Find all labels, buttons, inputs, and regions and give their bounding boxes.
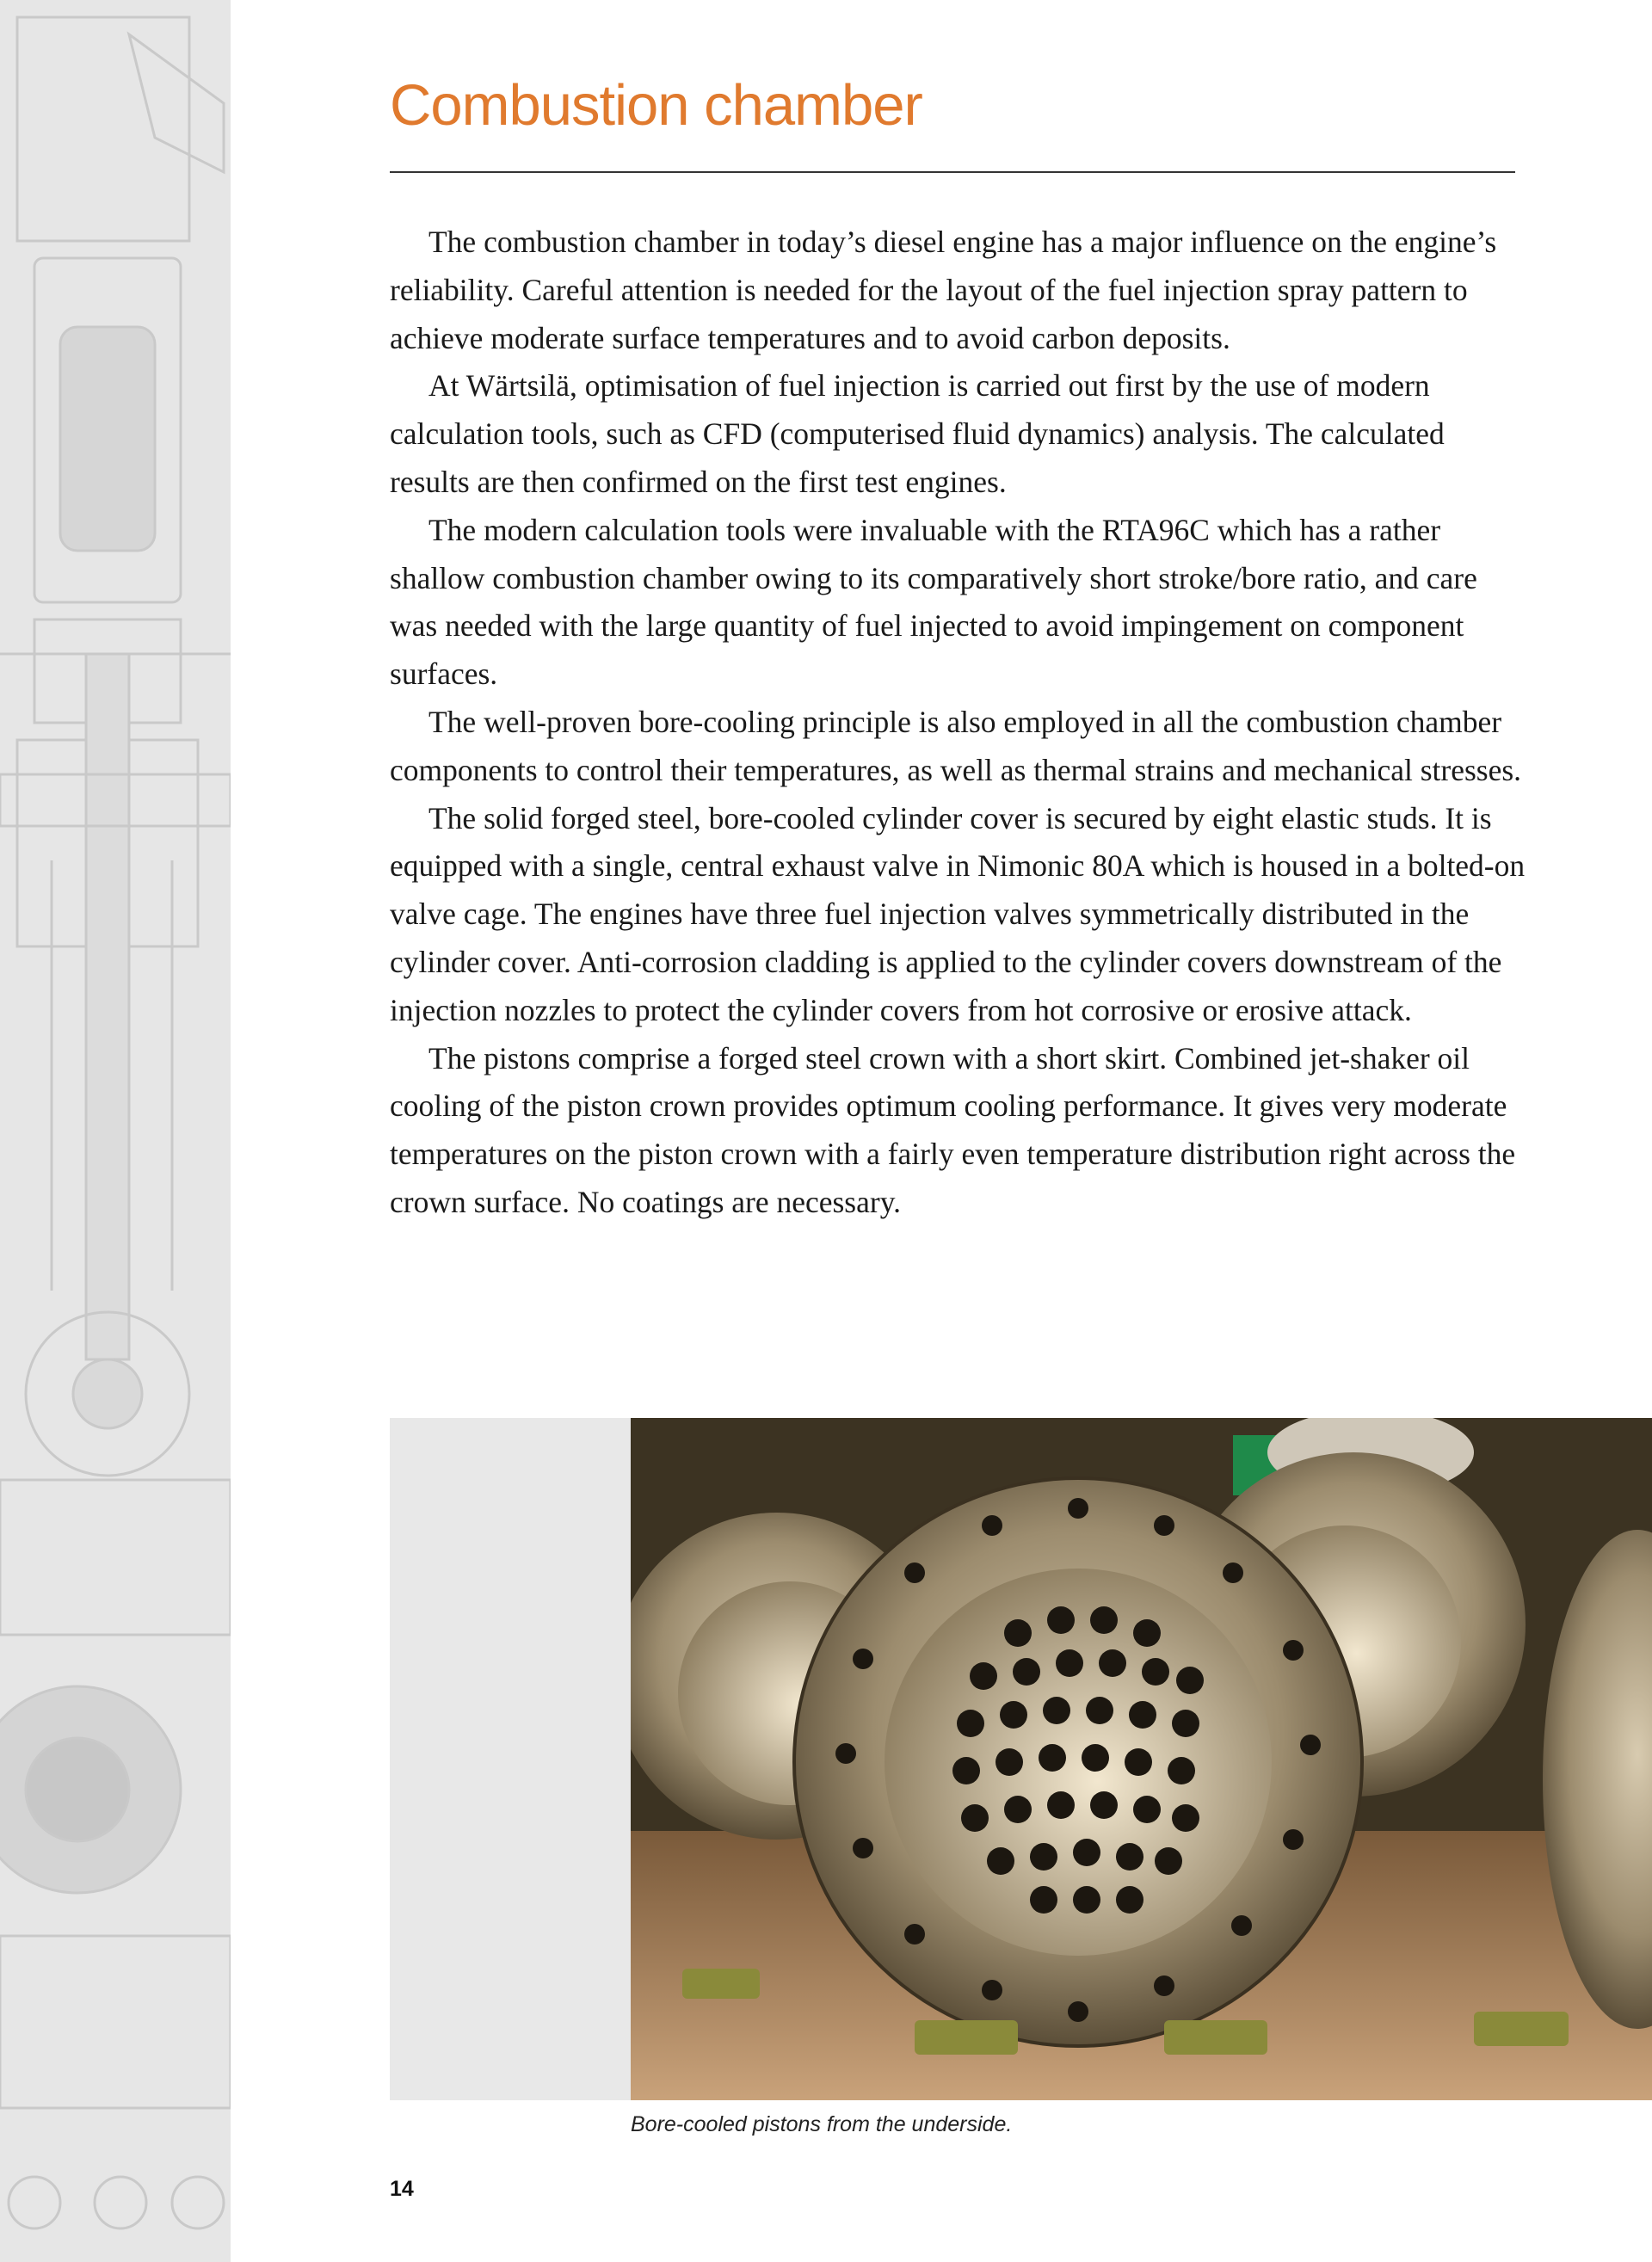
paragraph: The combustion chamber in today’s diesel engine has a major influence on the engine’s reliability. Careful attention is needed for the layout of the fuel injection spray pattern to achieve moderate surface temperatures and to avoid carbon deposits. (390, 225, 1497, 355)
paragraph: The solid forged steel, bore-cooled cylinder cover is secured by eight elastic studs. It is equipped with a single, central exhaust valve in Nimonic 80A which is housed in a bolted-on valve cage. The engines have three fuel injection valves symmetrically distributed in the cylinder cover. Anti-corrosion cladding is applied to the cylinder covers downstream of the injection nozzles to protect the cylinder covers from hot corrosive or erosive attack. (390, 800, 1526, 1027)
paragraph: The modern calculation tools were invaluable with the RTA96C which has a rather shallow combustion chamber owing to its comparatively short stroke/bore ratio, and care was needed with the large quantity of fuel injected to avoid impingement on component surfaces. (390, 512, 1477, 692)
engine-drawing-panel (0, 0, 231, 2262)
title-divider (390, 171, 1515, 173)
page-title: Combustion chamber (390, 73, 922, 138)
engine-cross-section-illustration (0, 0, 231, 2262)
paragraph: The pistons comprise a forged steel crown with a short skirt. Combined jet-shaker oil cooling of the piston crown provides optimum cooling performance. It gives very moderate temperatures on the piston crown with a fairly even temperature distribution right across the crown surface. No coatings are necessary. (390, 1040, 1516, 1219)
bore-cooled-pistons-illustration (631, 1418, 1652, 2100)
page-number: 14 (390, 2177, 414, 2201)
paragraph: At Wärtsilä, optimisation of fuel injection is carried out first by the use of modern calculation tools, such as CFD (computerised fluid dynamics) analysis. The calculated results are then confirmed on the first test engines. (390, 368, 1445, 499)
photo-backdrop (390, 1418, 631, 2100)
figure-caption: Bore-cooled pistons from the underside. (631, 2112, 1013, 2136)
paragraph: The well-proven bore-cooling principle is also employed in all the combustion chamber components to control their temperatures, as well as thermal strains and mechanical stresses. (390, 704, 1522, 787)
body-text (390, 219, 1526, 1227)
pistons-photo (631, 1418, 1652, 2100)
